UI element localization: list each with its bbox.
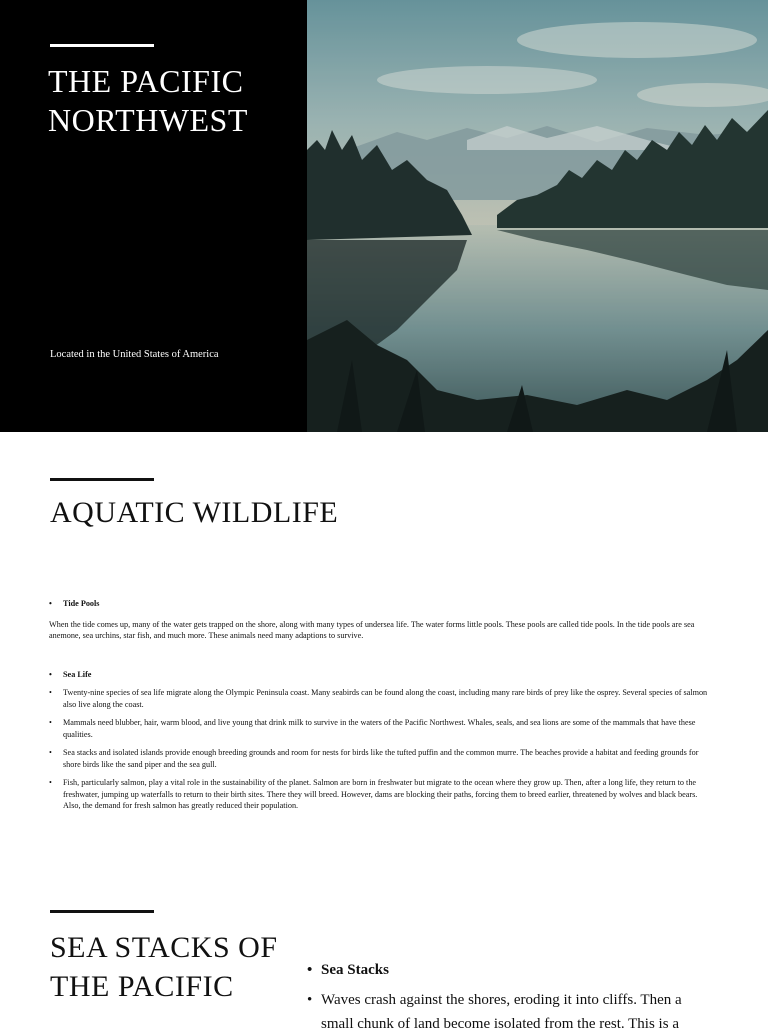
landscape-photo xyxy=(307,0,768,432)
list-item: • Sea stacks and isolated islands provide enough breeding grounds and room for nests for birds like the tufted puffin and the common murre. The beaches provide a habitat and feeding grounds for shore birds like the sand piper and the sea gull. xyxy=(49,747,713,770)
title-accent-rule xyxy=(50,44,154,47)
list-item: • Twenty-nine species of sea life migrate along the Olympic Peninsula coast. Many seabirds can be found along the coast, including many rare birds of prey like the osprey. Several species of salmon also live along the coast. xyxy=(49,687,713,710)
section-title: SEA STACKS OF THE PACIFIC xyxy=(50,931,278,1003)
slide-subtitle: Located in the United States of America xyxy=(50,349,219,360)
tide-pools-heading: • Tide Pools xyxy=(49,598,713,610)
sea-life-heading: • Sea Life xyxy=(49,669,713,681)
section-body xyxy=(49,598,713,812)
slide-title: THE PACIFIC NORTHWEST xyxy=(48,63,248,138)
section-accent-rule xyxy=(50,910,154,913)
section-body xyxy=(307,958,711,1036)
sea-stacks-heading: • Sea Stacks xyxy=(307,958,711,982)
title-slide xyxy=(0,0,768,432)
section-title: AQUATIC WILDLIFE xyxy=(50,496,339,529)
tide-pools-text: When the tide comes up, many of the water gets trapped on the shore, along with many types of undersea life. The water forms little pools. These pools are called tide pools. In the tide pools are sea anemone, sea urchins, star fish, and much more. These animals need many adaptions to survive. xyxy=(49,619,695,640)
section-accent-rule xyxy=(50,478,154,481)
list-item: • Mammals need blubber, hair, warm blood, and live young that drink milk to survive in the waters of the Pacific Northwest. Whales, seals, and sea lions are some of the mammals that have these qualities. xyxy=(49,717,713,740)
list-item: • Fish, particularly salmon, play a vital role in the sustainability of the planet. Salmon are born in freshwater but migrate to the ocean where they grow up. Then, after a long life, they return to the freshwater, jumping up waterfalls to return to their birth sites. There they will breed. However, dams are blocking their paths, forcing them to breed earlier, threatened by wolves and black bears. Also, the demand for fresh salmon has greatly reduced their population. xyxy=(49,777,713,812)
title-panel xyxy=(0,0,307,432)
list-item: • Waves crash against the shores, eroding it into cliffs. Then a small chunk of land become isolated from the rest. This is a xyxy=(307,988,711,1036)
